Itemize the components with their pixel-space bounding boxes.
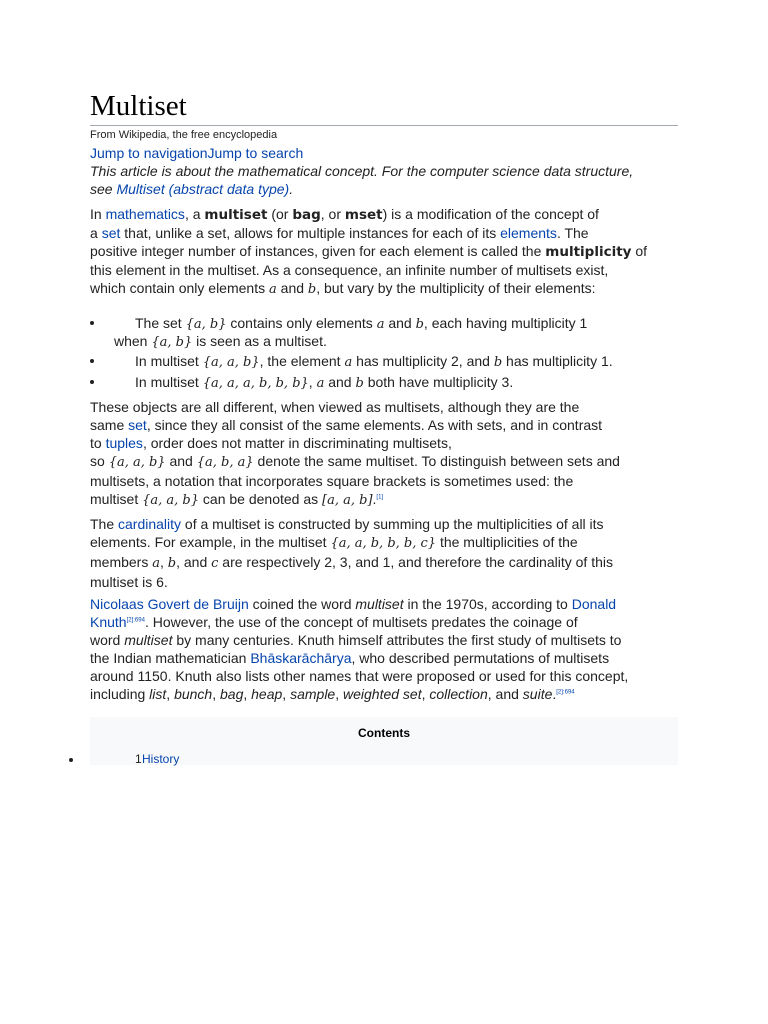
term-bag: bag <box>292 207 321 223</box>
math: {a, a, b} <box>142 493 200 508</box>
intro-paragraph <box>90 205 682 299</box>
toc-item-number: 1 <box>135 752 142 766</box>
term: list <box>149 686 167 702</box>
toc-item-history[interactable] <box>66 752 678 766</box>
text: to <box>90 435 106 451</box>
text: so <box>90 453 109 469</box>
reference-link[interactable]: [1] <box>376 494 384 501</box>
bullet-icon <box>90 359 94 363</box>
text: In multiset <box>135 374 203 390</box>
term: collection <box>429 686 488 702</box>
list-item <box>90 352 682 370</box>
text: contains only elements <box>226 315 377 331</box>
text: multiset <box>90 491 143 507</box>
text: , <box>160 554 168 570</box>
toc-item-label[interactable]: History <box>142 752 180 766</box>
math: b <box>415 317 424 332</box>
cardinality-paragraph <box>90 515 682 591</box>
text: , a <box>184 206 205 222</box>
text: that, unlike a set, allows for multiple instances for each of its <box>120 225 501 241</box>
text: when <box>114 333 152 349</box>
math: {a, a, a, b, b, b} <box>202 376 309 391</box>
jump-links <box>90 145 303 162</box>
text: by many centuries. Knuth himself attributes the first study of multisets to <box>172 632 622 648</box>
text: . The <box>556 225 589 241</box>
math: a <box>316 376 325 391</box>
math: [a, a, b] <box>322 493 373 508</box>
text: has multiplicity 1. <box>502 353 613 369</box>
jump-to-navigation-link[interactable]: Jump to navigation <box>90 145 208 161</box>
text: the Indian mathematician <box>90 650 251 666</box>
term-multiplicity: multiplicity <box>545 244 632 260</box>
text: In <box>90 206 106 222</box>
text: ) is a modification of the concept of <box>382 206 599 222</box>
text: and <box>384 315 416 331</box>
mathematics-link[interactable]: mathematics <box>105 206 185 222</box>
text: , but vary by the multiplicity of their elements: <box>316 280 596 296</box>
math: b <box>167 556 177 571</box>
text: The <box>90 516 119 532</box>
reference-link[interactable]: [2]:694 <box>556 689 575 696</box>
list-item-text <box>135 314 675 334</box>
text: , the element <box>259 353 345 369</box>
text: in the 1970s, according to <box>403 596 572 612</box>
de-bruijn-link[interactable]: Nicolaas Govert de Bruijn <box>90 596 249 612</box>
math: {a, a, b, b, b, c} <box>330 536 437 551</box>
text: members <box>90 554 153 570</box>
text: multisets, a notation that incorporates square brackets is sometimes used: the <box>90 473 574 489</box>
text: , who described permutations of multisets <box>351 650 610 666</box>
hatnote-text: see <box>90 181 117 197</box>
math: {a, b} <box>151 335 193 350</box>
text: and <box>165 453 197 469</box>
text: , <box>212 686 220 702</box>
math: {a, b} <box>185 317 227 332</box>
site-tagline: From Wikipedia, the free encyclopedia <box>90 129 278 141</box>
term-mset: mset <box>344 207 383 223</box>
text: . However, the use of the concept of multisets predates the coinage of <box>144 614 578 630</box>
text: of a multiset is constructed by summing up the multiplicities of all its <box>181 516 604 532</box>
term: bag <box>220 686 244 702</box>
text: , <box>335 686 343 702</box>
bullet-icon <box>90 321 94 325</box>
text: can be denoted as <box>199 491 323 507</box>
notation-paragraph <box>90 398 682 510</box>
math: b <box>355 376 364 391</box>
term: suite <box>522 686 553 702</box>
text: , and <box>487 686 523 702</box>
math: a <box>269 282 277 297</box>
page-title: Multiset <box>90 90 187 122</box>
text: the multiplicities of the <box>436 534 578 550</box>
text: denote the same multiset. To distinguish between sets and <box>253 453 620 469</box>
bullet-icon <box>90 380 94 384</box>
text: is seen as a multiset. <box>192 333 327 349</box>
list-item-text <box>114 332 674 352</box>
bhaskaracharya-link[interactable]: Bhāskarāchārya <box>250 650 352 666</box>
term: weighted set <box>343 686 422 702</box>
bullet-icon <box>69 758 73 762</box>
text: , <box>421 686 430 702</box>
text: word <box>90 632 125 648</box>
text: , and <box>176 554 212 570</box>
list-item-text <box>135 373 675 393</box>
term-multiset: multiset <box>355 596 404 612</box>
donald-knuth-link[interactable]: Donald <box>571 596 617 612</box>
text: , <box>282 686 291 702</box>
term-multiset: multiset <box>204 207 268 223</box>
list-item <box>90 314 682 350</box>
hatnote-text: . <box>289 181 294 197</box>
cardinality-link[interactable]: cardinality <box>118 516 182 532</box>
math: a <box>376 317 385 332</box>
text: , <box>166 686 175 702</box>
text: are respectively 2, 3, and 1, and therefore the cardinality of this <box>218 554 613 570</box>
text: this element in the multiset. As a consequence, an infinite number of multisets exist, <box>90 262 609 278</box>
hatnote-text: This article is about the mathematical concept. For the computer science data structure, <box>90 163 634 179</box>
math: c <box>211 556 219 571</box>
title-divider <box>90 125 678 126</box>
set-link[interactable]: set <box>128 417 147 433</box>
tuples-link[interactable]: tuples <box>105 435 143 451</box>
list-item-text <box>135 352 675 372</box>
text: of <box>631 243 648 259</box>
set-link[interactable]: set <box>101 225 121 241</box>
text: The set <box>135 315 186 331</box>
text: . <box>372 491 377 507</box>
text: These objects are all different, when viewed as multisets, although they are the <box>90 399 580 415</box>
toc-title: Contents <box>358 726 410 740</box>
term-multiset: multiset <box>124 632 173 648</box>
text: , since they all consist of the same elements. As with sets, and in contrast <box>146 417 603 433</box>
term: sample <box>290 686 336 702</box>
text: including <box>90 686 150 702</box>
math: b <box>307 282 317 297</box>
text: multiset is 6. <box>90 574 168 590</box>
text: both have multiplicity 3. <box>363 374 514 390</box>
hatnote <box>90 162 680 198</box>
text: . <box>552 686 557 702</box>
text: , <box>308 374 317 390</box>
reference-link[interactable]: [2]:694 <box>126 617 145 624</box>
text: has multiplicity 2, and <box>352 353 494 369</box>
text: In multiset <box>135 353 203 369</box>
math: a <box>152 556 160 571</box>
math: b <box>493 355 503 370</box>
elements-link[interactable]: elements <box>500 225 557 241</box>
text: , each having multiplicity 1 <box>423 315 588 331</box>
text: a <box>90 225 102 241</box>
list-item <box>90 373 682 391</box>
text: , order does not matter in discriminating multisets, <box>142 435 452 451</box>
math: {a, a, b} <box>202 355 260 370</box>
text: positive integer number of instances, given for each element is called the <box>90 243 546 259</box>
history-paragraph <box>90 595 682 703</box>
math: a <box>344 355 353 370</box>
math: {a, a, b} <box>108 455 166 470</box>
jump-to-search-link[interactable]: Jump to search <box>207 145 304 161</box>
text: and <box>276 280 308 296</box>
text: , <box>243 686 252 702</box>
text: coined the word <box>248 596 356 612</box>
text: same <box>90 417 129 433</box>
term: heap <box>251 686 283 702</box>
text: and <box>324 374 356 390</box>
donald-knuth-link[interactable]: Knuth <box>90 614 127 630</box>
math: {a, b, a} <box>196 455 254 470</box>
text: (or <box>267 206 293 222</box>
text: , or <box>320 206 345 222</box>
text: elements. For example, in the multiset <box>90 534 331 550</box>
term: bunch <box>174 686 213 702</box>
text: which contain only elements <box>90 280 269 296</box>
multiset-adt-link[interactable]: Multiset (abstract data type) <box>116 181 290 197</box>
text: around 1150. Knuth also lists other names that were proposed or used for this concept, <box>90 668 629 684</box>
